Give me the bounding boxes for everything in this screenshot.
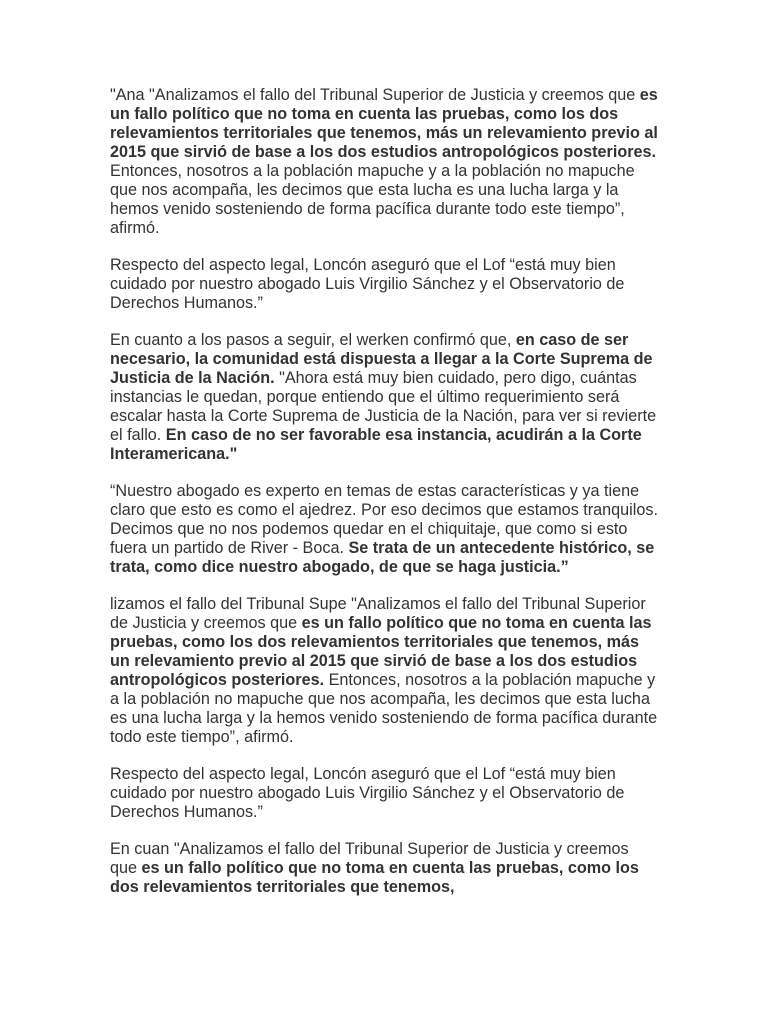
paragraph <box>110 765 660 822</box>
text-run: Entonces, nosotros a la población mapuche y a la población no mapuche que nos acompaña, les decimos que esta lucha es una lucha larga y la hemos venido sosteniendo de forma pacífica durante todo este tiempo”, afirmó. <box>110 671 658 746</box>
text-run: En cuan "Analizamos el fallo del Tribunal Superior de Justicia y creemos que <box>110 840 629 877</box>
paragraph <box>110 595 660 747</box>
text-run: "Ana "Analizamos el fallo del Tribunal Superior de Justicia y creemos que <box>110 86 640 104</box>
paragraph <box>110 482 660 577</box>
text-run-bold: es un fallo político que no toma en cuenta las pruebas, como los dos relevamientos territoriales que tenemos, <box>110 859 639 896</box>
text-run-bold: En caso de no ser favorable esa instancia, acudirán a la Corte Interamericana." <box>110 426 642 463</box>
text-run-bold: Se trata de un antecedente histórico, se trata, como dice nuestro abogado, de que se haga justicia.” <box>110 539 655 576</box>
text-run: Entonces, nosotros a la población mapuche y a la población no mapuche que nos acompaña, les decimos que esta lucha es una lucha larga y la hemos venido sosteniendo de forma pacífica durante todo este tiempo”, afirmó. <box>110 162 635 237</box>
text-run: lizamos el fallo del Tribunal Supe "Analizamos el fallo del Tribunal Superior de Justicia y creemos que <box>110 595 646 632</box>
text-run-bold: es un fallo político que no toma en cuenta las pruebas, como los dos relevamientos territoriales que tenemos, más un relevamiento previo al 2015 que sirvió de base a los dos estudios antropológicos posteriores. <box>110 614 652 689</box>
text-run: En cuanto a los pasos a seguir, el werken confirmó que, <box>110 331 516 349</box>
paragraph <box>110 840 660 897</box>
paragraph <box>110 256 660 313</box>
text-run: “Nuestro abogado es experto en temas de estas características y ya tiene claro que esto es como el ajedrez. Por eso decimos que estamos tranquilos. Decimos que no nos podemos quedar en el chiquitaje, que como si esto fuera un partido de River - Boca. <box>110 482 658 557</box>
paragraph <box>110 331 660 464</box>
paragraph <box>110 86 660 238</box>
text-run-bold: en caso de ser necesario, la comunidad está dispuesta a llegar a la Corte Suprema de Justicia de la Nación. <box>110 331 653 387</box>
text-run: "Ahora está muy bien cuidado, pero digo, cuántas instancias le quedan, porque entiendo que el último requerimiento será escalar hasta la Corte Suprema de Justicia de la Nación, para ver si revierte el fallo. <box>110 369 657 444</box>
text-run: Respecto del aspecto legal, Loncón aseguró que el Lof “está muy bien cuidado por nuestro abogado Luis Virgilio Sánchez y el Observatorio de Derechos Humanos.” <box>110 765 625 821</box>
text-run-bold: es un fallo político que no toma en cuenta las pruebas, como los dos relevamientos territoriales que tenemos, más un relevamiento previo al 2015 que sirvió de base a los dos estudios antropológicos posteriores. <box>110 86 658 161</box>
document-body <box>110 86 660 915</box>
text-run: Respecto del aspecto legal, Loncón aseguró que el Lof “está muy bien cuidado por nuestro abogado Luis Virgilio Sánchez y el Observatorio de Derechos Humanos.” <box>110 256 625 312</box>
